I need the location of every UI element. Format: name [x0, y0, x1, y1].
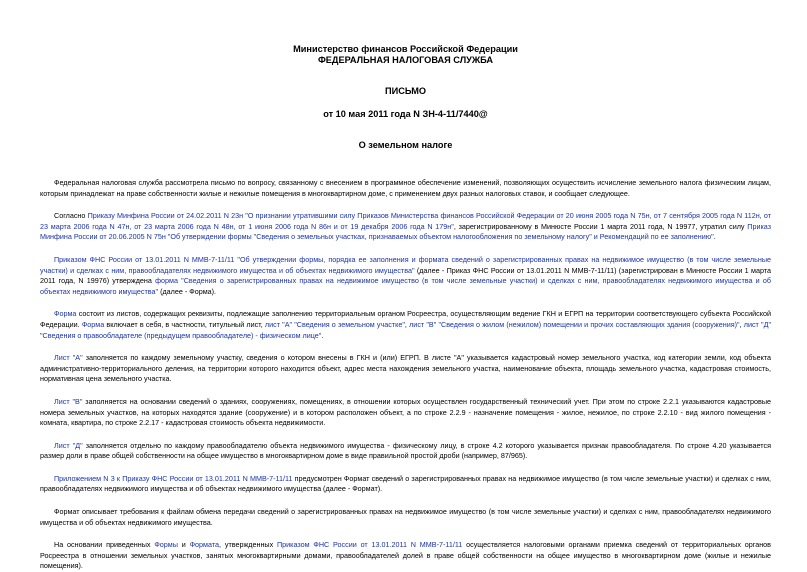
- link-form[interactable]: форма "Сведения о зарегистрированных правах на недвижимое имущество (в том числе земельные участки) и сделках с ним, правообладателях недвижимого имущества и об объектах недвижимого имущества": [40, 276, 772, 296]
- link-sheet-d[interactable]: лист "Д" "Сведения о правообладателе (предыдущем правообладателе) - физическом лице": [40, 319, 771, 340]
- paragraph-text: заполняется по каждому земельному участку, сведения о котором внесены в ГКН и (или) ЕГРП. В листе "А" указывается кадастровый номер земельного участка, код категории земли, код объекта административно-территориального деления, на территории которого находится объект, адрес места нахождения земельного участка, наименование объекта, площадь земельного участка, кадастровая стоимость, нормативная цена земельного участка.: [40, 353, 771, 384]
- paragraph-format: [40, 507, 771, 528]
- paragraph-sheet-a: [40, 353, 771, 385]
- paragraph-text: состоит из листов, содержащих реквизиты, подлежащие заполнению территориальным органом Росреестра, осуществляющим ведение ГКН и ЕГРП на территории соответствующего субъекта Российской Федерации.: [40, 309, 771, 329]
- paragraph-text: (далее - Приказ ФНС России от 13.01.2011 N ММВ-7-11/11) (зарегистрирован в Минюсте России 1 марта 2011 года, N 19976) утверждена: [40, 265, 771, 286]
- link-fns-order[interactable]: Приказом ФНС России от 13.01.2011 N ММВ-7-11/11 "Об утверждении формы, порядка ее заполнения и формата сведений о зарегистрированных правах на недвижимое имущество (в том числе земельные участки) и сделках с ним, правообладателях недвижимого имущества и об объектах недвижимого имущества": [40, 254, 771, 275]
- link-form[interactable]: Форма: [81, 319, 105, 329]
- paragraph-form-structure: [40, 309, 771, 341]
- link-sheet-v[interactable]: Лист "В": [54, 396, 83, 406]
- paragraph-intro: [40, 178, 771, 199]
- link-form[interactable]: Форма: [54, 309, 77, 319]
- paragraph-text: Формат описывает требования к файлам обмена передачи сведений о зарегистрированных правах на недвижимое имущество (в том числе земельные участки) и сделках с ним, правообладателях недвижимого имущества и об объектах недвижимого имущества.: [40, 507, 771, 527]
- link-minfin-order-23n[interactable]: Приказу Минфина России от 24.02.2011 N 23н "О признании утратившими силу Приказов Министерства финансов Российской Федерации от 20 июня 2005 года N 75н, от 7 сентября 2005 года N 112н, от 23 марта 2006 года N 47н, от 23 марта 2006 года N 48н, от 1 июня 2006 года N 86н и от 19 декабря 2006 года N 179н": [40, 211, 771, 231]
- link-form[interactable]: Формы: [154, 540, 178, 550]
- document-type: ПИСЬМО: [384, 86, 427, 96]
- paragraph-text: осуществляется налоговыми органами приемка сведений от территориальных органов Росреестра в отношении земельных участков, занятых многоквартирными домами, правообладателей долей в праве общей собственности на общее имущество в многоквартирном доме (жилые и нежилые помещения).: [40, 540, 771, 571]
- document-number: от 10 мая 2011 года N ЗН-4-11/7440@: [323, 109, 488, 119]
- paragraph-text: и: [177, 540, 190, 550]
- link-sheet-v[interactable]: лист "В" "Сведения о жилом (нежилом) помещении и прочих составляющих здания (сооружения)": [409, 319, 740, 329]
- paragraph-text: ,: [739, 319, 744, 329]
- link-sheet-a[interactable]: Лист "А": [54, 353, 83, 363]
- paragraph-text: включает в себя, в частности, титульный лист,: [104, 319, 265, 329]
- paragraph-text: Согласно: [54, 211, 88, 221]
- paragraph-sheet-v: [40, 397, 771, 429]
- ministry-name: Министерство финансов Российской Федерации: [293, 44, 518, 54]
- link-fns-order[interactable]: Приказом ФНС России от 13.01.2011 N ММВ-7-11/11: [277, 540, 463, 550]
- paragraph-appendix: [40, 474, 771, 495]
- link-sheet-a[interactable]: лист "А" "Сведения о земельном участке": [264, 319, 405, 329]
- paragraph-text: На основании приведенных: [54, 540, 155, 550]
- paragraph-text: предусмотрен Формат сведений о зарегистрированных правах на недвижимое имущество (в том числе земельные участки) и сделках с ним, правообладателях недвижимого имущества и об объектах недвижимого имущества (далее - Формат).: [40, 473, 772, 494]
- paragraph-text: (далее - Форма).: [158, 286, 217, 296]
- paragraph-sheet-d: [40, 441, 771, 462]
- paragraph-text: заполняется на основании сведений о зданиях, сооружениях, помещениях, в отношении которых осуществлен государственный технический учет. При этом по строке 2.2.1 указываются кадастровые номера земельных участков, на которых находятся здание (сооружение) и в котором расположен объект, а по строке 2.2.9 - назначение помещения - жилое, нежилое, по строке 2.2.10 - вид жилого помещения - комната, квартира, по строке 2.2.17 - кадастровая стоимость объекта недвижимости.: [40, 396, 771, 428]
- paragraph-conclusion: [40, 540, 771, 572]
- paragraph-text: .: [321, 330, 324, 340]
- document-subject: О земельном налоге: [358, 140, 453, 150]
- link-format[interactable]: Формата: [189, 540, 220, 550]
- paragraph-text: заполняется отдельно по каждому правообладателю объекта недвижимого имущества - физическому лицу, в строке 4.2 которого указывается признак правообладателя. По строке 4.20 указывается размер доли в праве общей собственности на общее имущество в многоквартирном доме в виде правильной простой дроби (например, 87/965).: [40, 440, 771, 461]
- paragraph-text: , зарегистрированному в Минюсте России 1 марта 2011 года, N 19977, утратил силу: [453, 221, 748, 231]
- paragraph-minfin-order: [40, 211, 771, 243]
- paragraph-text: Федеральная налоговая служба рассмотрела письмо по вопросу, связанному с внесением в программное обеспечение изменений, позволяющих осуществить исчисление земельного налога физическим лицам, которым принадлежат на праве собственности жилые и нежилые помещения в многоквартирном доме, с применением двух разных налоговых ставок, и сообщает следующее.: [40, 178, 771, 198]
- paragraph-text: ,: [404, 319, 410, 329]
- link-sheet-d[interactable]: Лист "Д": [54, 440, 83, 450]
- paragraph-text: .: [713, 232, 716, 242]
- service-name: ФЕДЕРАЛЬНАЯ НАЛОГОВАЯ СЛУЖБА: [317, 55, 494, 65]
- paragraph-text: , утвержденных: [219, 540, 277, 550]
- link-minfin-order-75n[interactable]: Приказ Минфина России от 20.06.2005 N 75н "Об утверждении формы "Сведения о земельных участках, признаваемых объектом налогообложения по земельному налогу" и Рекомендаций по ее заполнению": [40, 221, 771, 242]
- paragraph-fns-order: [40, 255, 771, 297]
- link-appendix-3[interactable]: Приложением N 3 к Приказу ФНС России от 13.01.2011 N ММВ-7-11/11: [54, 473, 293, 483]
